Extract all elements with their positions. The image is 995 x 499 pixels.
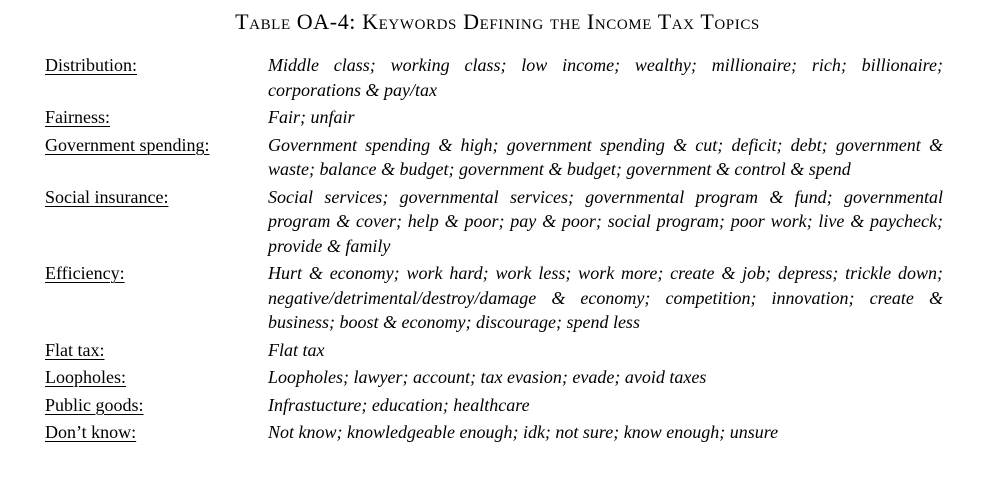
topic-label: [45, 53, 268, 78]
keywords-text: Fair; unfair: [268, 107, 355, 127]
keywords-text: Flat tax: [268, 339, 325, 360]
table-title: Table OA-4: Keywords Defining the Income Tax Topics: [235, 9, 760, 34]
topic-label: [45, 185, 268, 210]
table-row: [45, 365, 943, 390]
table-row: [45, 420, 943, 445]
table-row: [45, 133, 943, 182]
keywords-table: [45, 53, 943, 445]
topic-text: Loopholes:: [45, 367, 126, 387]
table-row: [45, 393, 943, 418]
topic-text: Fairness:: [45, 107, 110, 127]
keywords-text: Middle class; working class; low income; wealthy; millionaire; rich; billionaire; corporations & pay/tax: [268, 55, 943, 100]
keywords-text: Not know; knowledgeable enough; idk; not sure; know enough; unsure: [268, 422, 779, 442]
keywords-text: Social services; governmental services; governmental program & fund; governmental program & cover; help & poor; pay & poor; social program; poor work; live & paycheck; provide & family: [268, 186, 943, 256]
topic-text: Social insurance:: [45, 186, 169, 207]
topic-label: [45, 365, 268, 390]
topic-label: [45, 261, 268, 286]
table-row: [45, 185, 943, 259]
table-row: [45, 338, 943, 363]
topic-label: [45, 133, 268, 158]
topic-label: [45, 393, 268, 418]
topic-text: Distribution:: [45, 55, 138, 75]
keywords-text: Government spending & high; government spending & cut; deficit; debt; government & waste; balance & budget; government & budget; government & control & spend: [268, 134, 943, 179]
topic-label: [45, 420, 268, 445]
topic-text: Don’t know:: [45, 422, 137, 442]
topic-label: [45, 105, 268, 130]
topic-text: Government spending:: [45, 134, 210, 155]
keywords-text: Hurt & economy; work hard; work less; work more; create & job; depress; trickle down; negative/detrimental/destroy/damage & economy; competition; innovation; create & business; boost & economy; discourage; spend less: [268, 263, 943, 332]
topic-label: [45, 338, 268, 363]
keywords-text: Loopholes; lawyer; account; tax evasion; evade; avoid taxes: [268, 367, 707, 387]
topic-text: Public goods:: [45, 394, 144, 415]
table-row: [45, 105, 943, 130]
topic-text: Efficiency:: [45, 263, 125, 283]
topic-text: Flat tax:: [45, 339, 105, 360]
table-row: [45, 53, 943, 102]
keywords-text: Infrastucture; education; healthcare: [268, 394, 530, 415]
table-row: [45, 261, 943, 335]
